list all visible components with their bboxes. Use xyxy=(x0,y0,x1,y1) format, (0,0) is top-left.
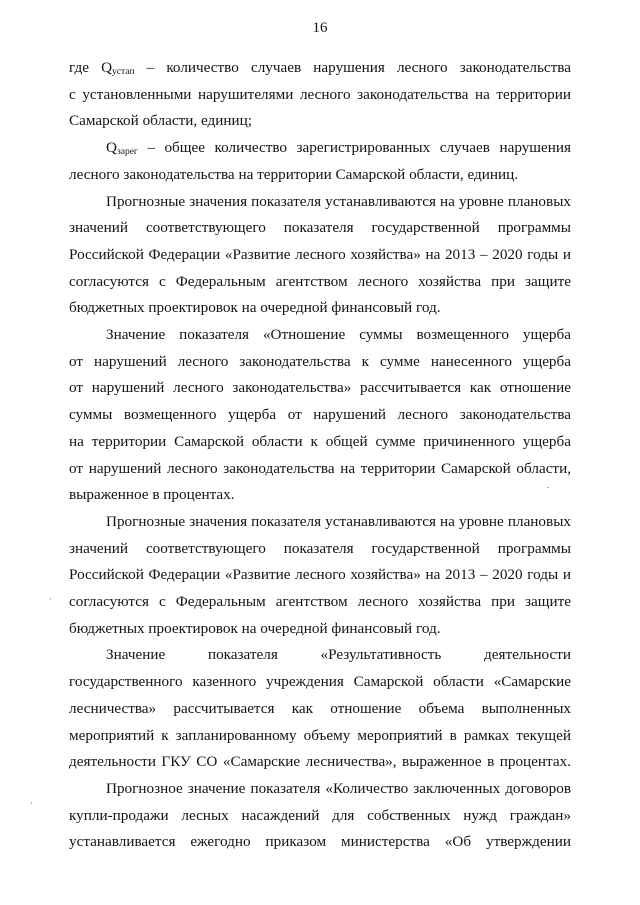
page-number: 16 xyxy=(312,20,328,36)
text-run: Q xyxy=(106,139,117,157)
text-line: согласуются с Федеральным агентством лесного хозяйства при защите xyxy=(69,593,571,610)
text-line: деятельности ГКУ СО «Самарские лесничества», выраженное в процентах. xyxy=(69,753,571,771)
subscript: устап xyxy=(112,67,135,77)
text-line xyxy=(106,135,571,161)
text-line: Российской Федерации «Развитие лесного хозяйства» на 2013 – 2020 годы и xyxy=(69,245,571,263)
text-line: от нарушений лесного законодательства» рассчитывается как отношение xyxy=(69,379,571,397)
text-line xyxy=(69,55,571,81)
text-line: государственного казенного учреждения Самарской области «Самарские xyxy=(69,673,571,691)
text-line: мероприятий к запланированному объему мероприятий в рамках текущей xyxy=(69,726,571,744)
text-line: на территории Самарской области к общей сумме причиненного ущерба xyxy=(69,432,571,450)
text-line: Значение показателя «Отношение суммы возмещенного ущерба xyxy=(106,326,571,343)
text-line: согласуются с Федеральным агентством лесного хозяйства при защите xyxy=(69,272,571,290)
text-line: от нарушений лесного законодательства к сумме нанесенного ущерба xyxy=(69,352,571,370)
text-line: бюджетных проектировок на очередной финансовый год. xyxy=(69,619,441,637)
text-line: лесного законодательства на территории Самарской области, единиц. xyxy=(69,165,519,183)
text-line: от нарушений лесного законодательства на территории Самарской области, xyxy=(69,459,571,477)
text-run: – общее количество зарегистрированных случаев нарушения xyxy=(137,139,571,157)
text-line: бюджетных проектировок на очередной финансовый год. xyxy=(69,299,441,317)
text-line: значений соответствующего показателя государственной программы xyxy=(69,539,571,557)
scan-artifact xyxy=(31,802,32,804)
text-line: устанавливается ежегодно приказом министерства «Об утверждении xyxy=(69,833,571,851)
text-run: – количество случаев нарушения лесного законодательства xyxy=(134,59,571,76)
text-run: где Q xyxy=(69,59,113,76)
text-line: Самарской области, единиц; xyxy=(69,112,252,130)
text-line: Прогнозное значение показателя «Количество заключенных договоров xyxy=(106,779,571,797)
text-line: купли-продажи лесных насаждений для собственных нужд граждан» xyxy=(69,806,571,824)
scan-artifact xyxy=(547,487,549,488)
subscript: зарег xyxy=(116,147,138,158)
text-line: Российской Федерации «Развитие лесного хозяйства» на 2013 – 2020 годы и xyxy=(69,566,571,584)
text-line: суммы возмещенного ущерба от нарушений лесного законодательства xyxy=(69,406,571,424)
text-line: выраженное в процентах. xyxy=(69,486,235,504)
text-line: Прогнозные значения показателя устанавливаются на уровне плановых xyxy=(106,512,571,530)
scan-artifact xyxy=(50,598,51,600)
text-line: с установленными нарушителями лесного законодательства на территории xyxy=(69,85,571,103)
text-line: Значение показателя «Результативность деятельности xyxy=(106,646,571,664)
text-line: лесничества» рассчитывается как отношение объема выполненных xyxy=(69,699,571,717)
text-line: Прогнозные значения показателя устанавливаются на уровне плановых xyxy=(106,192,571,210)
text-line: значений соответствующего показателя государственной программы xyxy=(69,219,571,237)
